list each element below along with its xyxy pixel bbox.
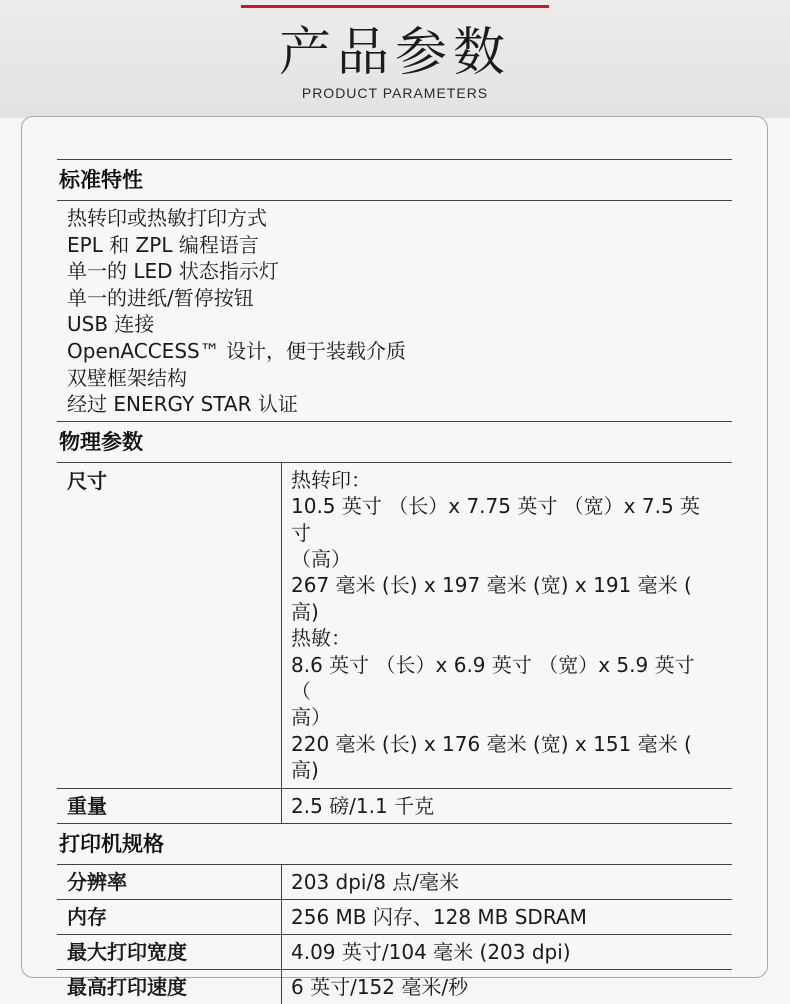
spec-value: 203 dpi/8 点/毫米 [291, 869, 460, 894]
spec-value [282, 463, 732, 788]
feature-item: 热转印或热敏打印方式 [67, 206, 267, 230]
spec-value-line: （高） [291, 546, 351, 571]
feature-item: 单一的进纸/暂停按钮 [67, 285, 254, 310]
spec-value: 2.5 磅/1.1 千克 [291, 793, 435, 818]
spec-label: 最大打印宽度 [57, 935, 282, 969]
page-subtitle: PRODUCT PARAMETERS [301, 85, 489, 101]
spec-label: 重量 [57, 789, 282, 823]
section-printer-specs: 打印机规格 [57, 823, 732, 864]
spec-value-line: 220 毫米 (长) x 176 毫米 (宽) x 151 毫米 ( [291, 731, 692, 756]
feature-item: 经过 ENERGY STAR 认证 [67, 392, 298, 417]
spec-row-max-print-width [57, 934, 732, 969]
spec-value-line: 高) [291, 758, 319, 783]
section-physical-parameters: 物理参数 [57, 421, 732, 462]
spec-row-size [57, 462, 732, 788]
spec-value-line: 热敏： [291, 626, 351, 651]
spec-label: 内存 [57, 900, 282, 934]
spec-value-line: 8.6 英寸 （长）x 6.9 英寸 （宽）x 5.9 英寸 （ [291, 652, 695, 703]
accent-line [241, 5, 549, 8]
spec-row-memory [57, 899, 732, 934]
feature-item: EPL 和 ZPL 编程语言 [67, 232, 259, 257]
section-standard-features: 标准特性 [57, 159, 732, 200]
spec-row-max-print-speed [57, 969, 732, 1004]
spec-label: 分辨率 [57, 865, 282, 899]
spec-value: 6 英寸/152 毫米/秒 [291, 974, 469, 999]
parameters-table [57, 159, 732, 1004]
feature-item: 双壁框架结构 [67, 365, 187, 390]
spec-value: 256 MB 闪存、128 MB SDRAM [291, 904, 587, 929]
spec-label: 最高打印速度 [57, 970, 282, 1004]
spec-value: 4.09 英寸/104 毫米 (203 dpi) [291, 939, 571, 964]
feature-item: 单一的 LED 状态指示灯 [67, 259, 279, 284]
spec-label: 尺寸 [57, 463, 282, 788]
spec-value-line: 热转印： [291, 467, 371, 492]
spec-value-line: 267 毫米 (长) x 197 毫米 (宽) x 191 毫米 ( [291, 573, 692, 598]
spec-row-weight [57, 788, 732, 823]
feature-item: OpenACCESS™ 设计，便于装载介质 [67, 338, 407, 363]
page-header [0, 0, 790, 118]
spec-value-line: 10.5 英寸 （长）x 7.75 英寸 （宽）x 7.5 英寸 [291, 494, 701, 545]
feature-list [57, 200, 732, 421]
feature-item: USB 连接 [67, 312, 155, 337]
spec-value-line: 高） [291, 705, 331, 730]
spec-row-resolution [57, 864, 732, 899]
spec-value-line: 高) [291, 599, 319, 624]
page-title: 产品参数 [278, 23, 511, 83]
